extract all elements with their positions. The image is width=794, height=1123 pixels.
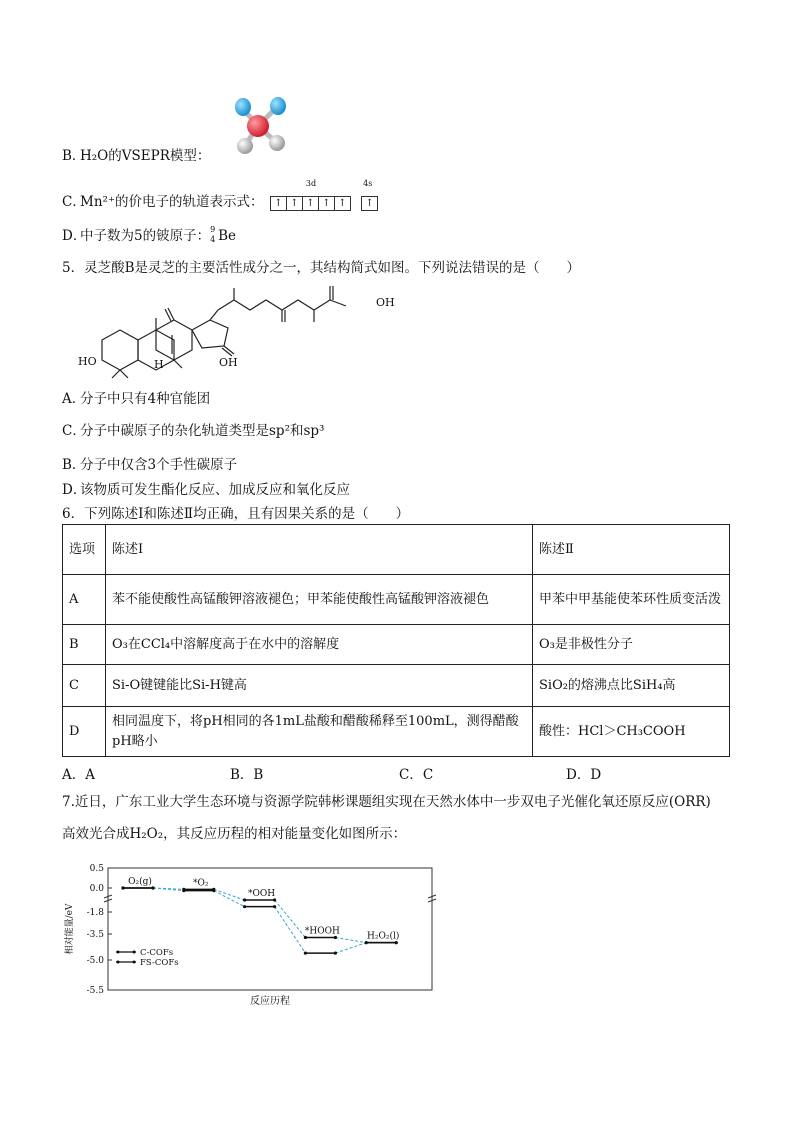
state-label: H₂O₂(l) [367, 931, 400, 942]
q6-answer-d: D．D [566, 767, 602, 783]
y-tick-label: 0.0 [89, 884, 104, 894]
table-header-row [63, 525, 730, 575]
structure-oh-top: OH [376, 296, 395, 309]
y-tick-label: -5.5 [86, 986, 104, 996]
structure-h: H [154, 358, 164, 371]
orbital-4s: 4s ↑ [361, 194, 378, 211]
q5-option-c: C．分子中碳原子的杂化轨道类型是sp²和sp³ [62, 423, 325, 439]
legend-label: C-COFs [140, 948, 174, 958]
table-row: A 苯不能使酸性高锰酸钾溶液褪色；甲苯能使酸性高锰酸钾溶液褪色 甲苯中甲基能使苯环性质变活泼 [63, 575, 730, 625]
orbital-3d-5: ↑ [334, 196, 351, 211]
orbital-diagram: 3d ↑ ↑ ↑ ↑ ↑ [270, 194, 351, 211]
orbital-3d-3: ↑ [302, 196, 318, 211]
y-axis-label: 相对能量/eV [65, 903, 75, 955]
energy-profile-chart [60, 856, 450, 1006]
q6-stem: 6．下列陈述Ⅰ和陈述Ⅱ均正确，且有因果关系的是（ ） [62, 506, 410, 522]
table-row: C Si-O键键能比Si-H键高 SiO₂的熔沸点比SiH₄高 [63, 665, 730, 707]
energy-level-point [334, 951, 337, 954]
y-tick-label: -3.5 [86, 930, 104, 940]
state-label: *HOOH [304, 926, 340, 937]
header-option: 选项 [63, 525, 106, 575]
state-label: *O₂ [193, 878, 209, 889]
legend-marker [133, 951, 136, 954]
orbital-4s-1: ↑ [361, 196, 378, 211]
energy-level-point [212, 889, 215, 892]
option-d-be: D．中子数为5的铍原子： 9 4 Be [62, 224, 237, 244]
header-statement-1: 陈述Ⅰ [106, 525, 533, 575]
energy-level-point [243, 898, 246, 901]
legend-label: FS-COFs [140, 958, 179, 968]
q6-answer-b: B．B [230, 767, 264, 783]
q7-stem-line1: 7.近日，广东工业大学生态环境与资源学院韩彬课题组实现在天然水体中一步双电子光催化氧还原反应(ORR) [62, 794, 711, 810]
state-label: *OOH [248, 889, 276, 899]
q6-answer-a: A．A [62, 767, 95, 783]
ganoderic-acid-structure [72, 280, 412, 380]
orbital-3d-2: ↑ [286, 196, 302, 211]
series-connector [275, 900, 306, 937]
option-b-vsepr: B．H₂O的VSEPR模型： [62, 148, 211, 164]
q5-stem: 5．灵芝酸B是灵芝的主要活性成分之一，其结构简式如图。下列说法错误的是（ ） [62, 260, 581, 276]
q7-stem-line2: 高效光合成H₂O₂，其反应历程的相对能量变化如图所示： [62, 826, 407, 842]
y-tick-label: -5.0 [86, 956, 104, 966]
orbital-3d-4: ↑ [318, 196, 334, 211]
energy-level-point [243, 905, 246, 908]
series-connector [335, 937, 366, 942]
q5-option-d: D．该物质可发生酯化反应、加成反应和氧化反应 [62, 482, 350, 498]
y-tick-label: -1.8 [86, 908, 104, 918]
legend-marker [117, 951, 120, 954]
energy-level-point [304, 951, 307, 954]
table-row: B O₃在CCl₄中溶解度高于在水中的溶解度 O₃是非极性分子 [63, 625, 730, 665]
structure-ho-left: HO [78, 355, 97, 368]
x-axis-label: 反应历程 [250, 996, 290, 1006]
energy-level-point [273, 905, 276, 908]
y-tick-label: 0.5 [89, 864, 104, 874]
table-row: D 相同温度下，将pH相同的各1mL盐酸和醋酸稀释至100mL，测得醋酸pH略小 酸性：HCl＞CH₃COOH [63, 707, 730, 757]
structure-oh-bottom: OH [219, 356, 238, 369]
energy-level-point [121, 886, 124, 889]
series-connector [275, 907, 306, 953]
state-label: O₂(g) [128, 877, 152, 887]
q5-option-a: A．分子中只有4种官能团 [62, 391, 211, 407]
orbital-3d-1: ↑ [270, 196, 286, 211]
series-connector [335, 943, 366, 953]
vsepr-model-image [228, 96, 298, 158]
energy-level-point [182, 889, 185, 892]
legend-marker [133, 961, 136, 964]
plot-frame [108, 868, 432, 990]
q6-answer-c: C．C [399, 767, 434, 783]
header-statement-2: 陈述Ⅱ [533, 525, 730, 575]
legend-marker [117, 961, 120, 964]
q5-option-b: B．分子中仅含3个手性碳原子 [62, 457, 238, 473]
q6-table [62, 524, 730, 757]
option-c-orbital: C．Mn²⁺的价电子的轨道表示式： 3d ↑ ↑ ↑ ↑ ↑ 4s ↑ [62, 190, 378, 211]
